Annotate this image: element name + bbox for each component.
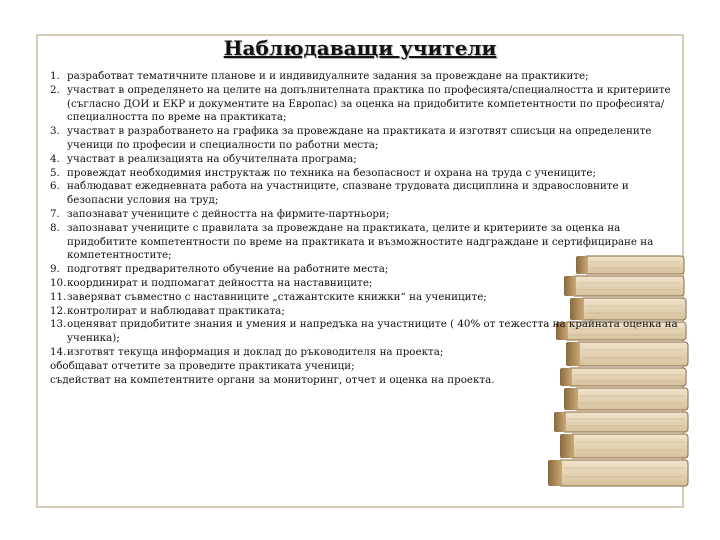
list-item <box>50 84 686 125</box>
list-item <box>50 70 686 84</box>
list-item-text: участват в разработването на графика за провеждане на практиката и изготвят списъци на определените ученици по професии и специалности по работни места; <box>67 125 652 151</box>
list-item-number: 13. <box>50 318 67 331</box>
list-item-text: запознават учениците с правилата за провеждане на практиката, целите и критериите за оценка на придобитите компетентности по време на практиката и възможностите надграждане и сертифициране на компетентностите; <box>67 221 654 262</box>
list-item-text: наблюдават ежедневната работа на участниците, спазване трудовата дисциплина и здравословните и безопасни условия на труд; <box>67 180 629 207</box>
list-item-text: провеждат необходимия инструктаж по техника на безопасност и охрана на труда с учениците; <box>67 166 596 179</box>
list-item-text: координират и подпомагат дейността на наставниците; <box>67 276 373 289</box>
list-item <box>50 222 686 263</box>
list-item <box>50 346 686 360</box>
list-item-text: оценяват придобитите знания и умения и напредъка на участниците ( 40% от тежестта на крайната оценка на ученика); <box>67 318 678 345</box>
list-item <box>50 277 686 291</box>
extra-line: съдействат на компетентните органи за мониторинг, отчет и оценка на проекта. <box>50 373 495 386</box>
duties-list <box>50 70 686 387</box>
list-item-number: 5. <box>50 166 60 179</box>
list-item-text: контролират и наблюдават практиката; <box>67 304 285 317</box>
list-item-text: изготвят текуща информация и доклад до ръководителя на проекта; <box>67 345 444 358</box>
list-item <box>50 125 686 153</box>
list-item-text: участват в реализацията на обучителната програма; <box>67 152 357 165</box>
list-item <box>50 318 686 346</box>
list-item <box>50 208 686 222</box>
list-item-number: 4. <box>50 152 60 165</box>
list-item-text: участват в определянето на целите на допълнителната практика по професията/специалността и критериите (съгласно ДОИ и ЕКР и документите на Европас) за оценка на придобитите компетентности по професията/специалността по време на практиката; <box>67 83 671 124</box>
list-item <box>50 153 686 167</box>
list-item-number: 6. <box>50 180 60 193</box>
list-item-text: разработват тематичните планове и и индивидуалните задания за провеждане на практиките; <box>67 70 589 82</box>
page-title: Наблюдаващи учители <box>223 36 497 60</box>
list-item-number: 12. <box>50 304 67 317</box>
list-item-number: 1. <box>50 70 60 82</box>
list-item-text: подготвят предварителното обучение на работните места; <box>67 263 389 276</box>
list-item-number: 11. <box>50 290 67 303</box>
list-item-text: заверяват съвместно с наставниците „стажантските книжки“ на учениците; <box>67 290 487 303</box>
list-item <box>50 305 686 319</box>
list-item-number: 10. <box>50 276 67 289</box>
list-item-number: 7. <box>50 207 60 220</box>
list-item <box>50 167 686 181</box>
list-item <box>50 291 686 305</box>
list-item-number: 9. <box>50 263 60 276</box>
extra-line: обобщават отчетите за проведите практиката ученици; <box>50 359 355 372</box>
list-item-number: 3. <box>50 125 60 138</box>
list-item-number: 14. <box>50 345 67 358</box>
list-item-number: 8. <box>50 221 60 234</box>
list-item <box>50 180 686 208</box>
list-item-number: 2. <box>50 83 60 96</box>
list-item <box>50 263 686 277</box>
list-item-text: запознават учениците с дейността на фирмите-партньори; <box>67 207 390 220</box>
